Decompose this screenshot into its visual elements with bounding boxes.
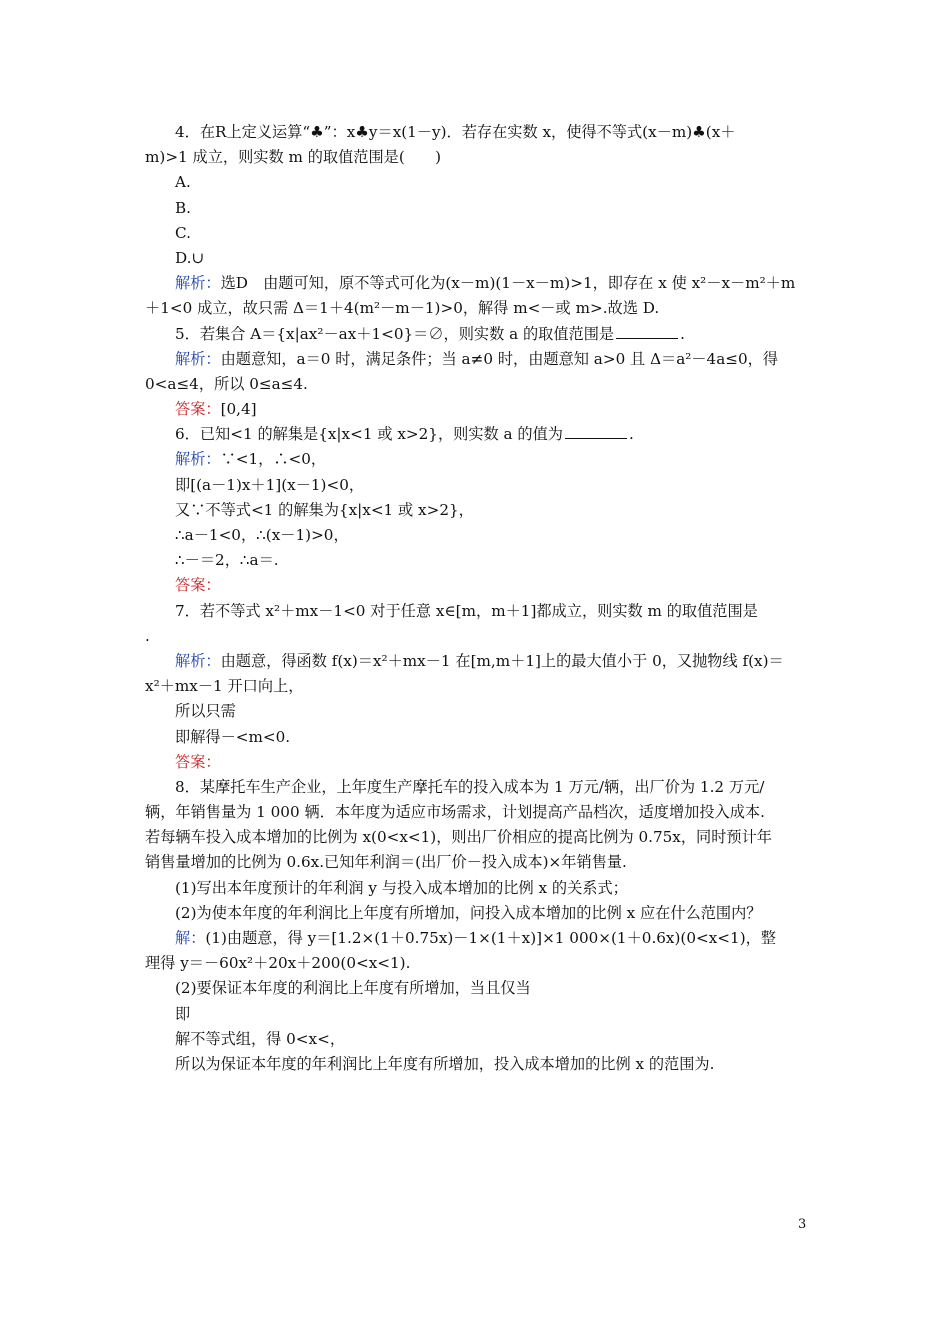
- line-text: C.: [175, 223, 191, 242]
- text-line: [145, 170, 809, 195]
- line-text: (2)要保证本年度的利润比上年度有所增加，当且仅当: [175, 979, 531, 998]
- line-text: ∵<1，∴<0，: [220, 450, 327, 469]
- line-text: (1)写出本年度预计的年利润 y 与投入成本增加的比例 x 的关系式；: [175, 878, 628, 897]
- line-text: ∴－＝2，∴a＝.: [175, 551, 279, 570]
- line-text: D.∪: [175, 248, 205, 267]
- line-text: B.: [175, 198, 191, 217]
- text-line: [145, 422, 809, 447]
- line-text: 解不等式组，得 0<x<，: [175, 1029, 346, 1048]
- solution-label: 解：: [175, 929, 206, 947]
- text-line: [145, 523, 809, 548]
- text-line: [145, 699, 809, 724]
- answer-label: 答案：: [175, 752, 221, 771]
- line-text: 6．已知<1 的解集是{x|x<1 或 x>2}，则实数 a 的值为: [175, 425, 563, 444]
- line-text: 由题意知，a＝0 时，满足条件；当 a≠0 时，由题意知 a>0 且 Δ＝a²－4a≤0，得: [220, 349, 779, 368]
- line-text: 选D 由题可知，原不等式可化为(x－m)(1－x－m)>1，即存在 x 使 x²－x－m²＋m: [220, 274, 796, 293]
- answer-label: 答案：: [175, 576, 221, 595]
- line-text: 理得 y＝－60x²＋20x＋200(0<x<1).: [145, 954, 411, 973]
- text-line: [145, 271, 809, 296]
- text-line: [145, 1002, 809, 1027]
- text-line: [145, 296, 809, 321]
- text-line: [145, 347, 809, 372]
- line-text: (1)由题意，得 y＝[1.2×(1＋0.75x)－1×(1＋x)]×1 000×(1＋0.6x)(0<x<1)，整: [205, 929, 776, 947]
- text-line: [145, 976, 809, 1001]
- text-line: [145, 196, 809, 221]
- text-line: [145, 876, 809, 901]
- text-line: [145, 850, 809, 875]
- line-text-end: .: [628, 425, 634, 444]
- text-line: [145, 246, 809, 271]
- line-text: [0,4]: [220, 400, 257, 419]
- text-line: [145, 498, 809, 523]
- line-text: 销售量增加的比例为 0.6x.已知年利润＝(出厂价－投入成本)×年销售量.: [145, 853, 627, 872]
- text-line: [145, 901, 809, 926]
- line-text: x²＋mx－1 开口向上，: [145, 677, 304, 696]
- line-text: 即: [175, 1004, 191, 1023]
- line-text: 即解得－<m<0.: [175, 727, 291, 746]
- text-line: [145, 145, 809, 170]
- answer-blank: [616, 324, 678, 339]
- line-text-end: .: [680, 324, 685, 343]
- text-line: [145, 800, 809, 825]
- line-text: 0<a≤4，所以 0≤a≤4.: [145, 374, 308, 393]
- text-line: [145, 750, 809, 775]
- document-body: [145, 120, 809, 1077]
- line-text: 所以为保证本年度的年利润比上年度有所增加，投入成本增加的比例 x 的范围为.: [175, 1054, 715, 1073]
- text-line: [145, 649, 809, 674]
- answer-blank: [565, 424, 627, 439]
- text-line: [145, 624, 809, 649]
- line-text: .: [145, 626, 150, 645]
- text-line: [145, 120, 809, 145]
- text-line: [145, 951, 809, 976]
- text-line: [145, 725, 809, 750]
- text-line: [145, 775, 809, 800]
- line-text: 4．在R上定义运算“♣”：x♣y＝x(1－y)．若存在实数 x，使得不等式(x－m)♣(x＋: [175, 123, 736, 141]
- line-text: 8．某摩托车生产企业，上年度生产摩托车的投入成本为 1 万元/辆，出厂价为 1.2 万元/: [175, 777, 765, 796]
- text-line: [145, 599, 809, 624]
- text-line: [145, 447, 809, 472]
- page-number: 3: [798, 1217, 807, 1232]
- line-text: 即[(a－1)x＋1](x－1)<0，: [175, 475, 365, 494]
- text-line: [145, 1052, 809, 1077]
- text-line: [145, 674, 809, 699]
- text-line: [145, 372, 809, 397]
- line-text: m)>1 成立，则实数 m 的取值范围是( ): [145, 148, 442, 167]
- line-text: 5．若集合 A＝{x|ax²－ax＋1<0}＝∅，则实数 a 的取值范围是: [175, 324, 615, 343]
- text-line: [145, 825, 809, 850]
- text-line: [145, 1027, 809, 1052]
- solution-label: 解析：: [175, 274, 221, 293]
- solution-label: 解析：: [175, 450, 221, 469]
- line-text: 又∵不等式<1 的解集为{x|x<1 或 x>2}，: [175, 500, 474, 519]
- solution-label: 解析：: [175, 349, 221, 368]
- line-text: ＋1<0 成立，故只需 Δ＝1＋4(m²－m－1)>0，解得 m<－或 m>.故选 D.: [145, 299, 660, 318]
- line-text: 辆，年销售量为 1 000 辆．本年度为适应市场需求，计划提高产品档次，适度增加投入成本.: [145, 803, 765, 822]
- text-line: [145, 322, 809, 347]
- text-line: [145, 548, 809, 573]
- solution-label: 解析：: [175, 651, 221, 670]
- text-line: [145, 397, 809, 422]
- text-line: [145, 473, 809, 498]
- line-text: (2)为使本年度的年利润比上年度有所增加，问投入成本增加的比例 x 应在什么范围内？: [175, 903, 762, 922]
- text-line: [145, 221, 809, 246]
- text-line: [145, 926, 809, 951]
- answer-label: 答案：: [175, 400, 221, 419]
- line-text: 7．若不等式 x²＋mx－1<0 对于任意 x∈[m，m＋1]都成立，则实数 m 的取值范围是: [175, 601, 758, 620]
- line-text: A.: [175, 173, 191, 192]
- line-text: 若每辆车投入成本增加的比例为 x(0<x<1)，则出厂价相应的提高比例为 0.75x，同时预计年: [145, 828, 772, 847]
- text-line: [145, 573, 809, 598]
- line-text: 所以只需: [175, 702, 236, 721]
- line-text: 由题意，得函数 f(x)＝x²＋mx－1 在[m,m＋1]上的最大值小于 0，又抛物线 f(x)＝: [220, 651, 784, 670]
- line-text: ∴a－1<0，∴(x－1)>0，: [175, 526, 349, 544]
